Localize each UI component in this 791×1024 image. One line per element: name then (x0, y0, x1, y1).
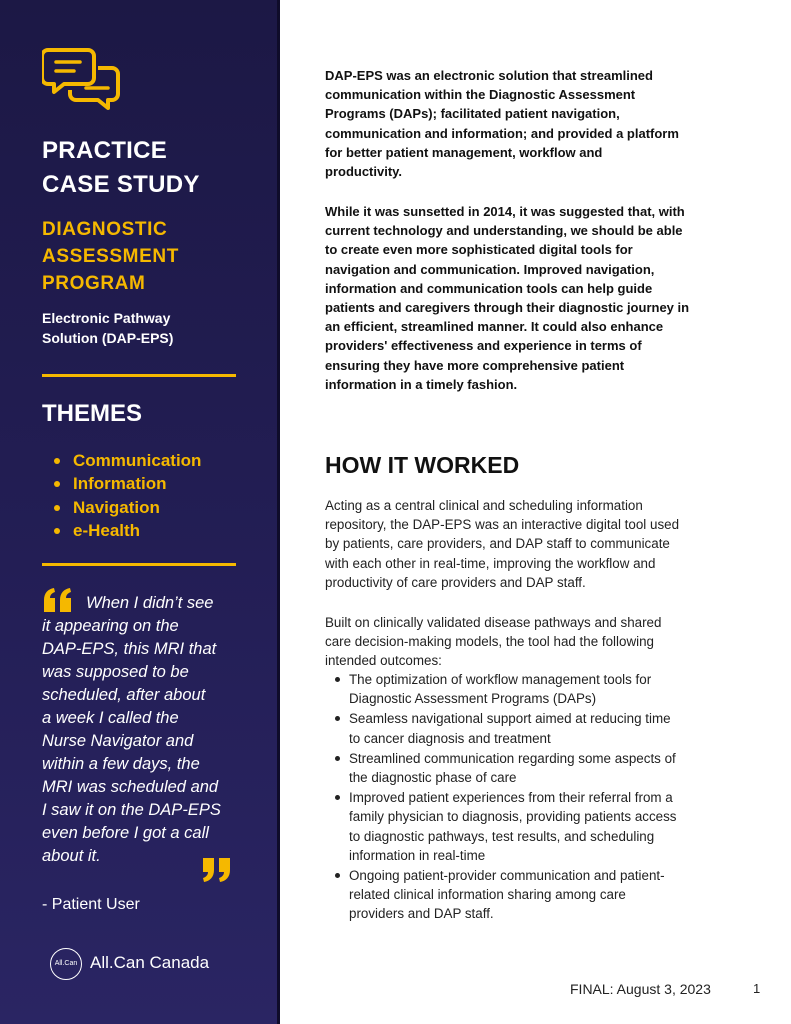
outcomes-list (325, 670, 745, 925)
text-line: Streamlined communication regarding some aspects of (349, 750, 676, 766)
text-line: communication and information; and provided a platform (325, 125, 679, 141)
chat-bubbles-icon (42, 44, 124, 118)
section-heading: HOW IT WORKED (325, 452, 520, 478)
program-name (42, 216, 262, 297)
text-line: current technology and understanding, we should be able (325, 223, 683, 239)
divider (42, 374, 236, 377)
text-line: The optimization of workflow management tools for (349, 672, 652, 687)
quote-line: even before I got a call (42, 824, 209, 842)
text-line: to diagnostic pathways, test results, and scheduling (349, 828, 655, 844)
text-line: information and communication tools can help guide (325, 280, 653, 296)
text-line: intended outcomes: (325, 653, 442, 669)
text-line: providers and DAP staff. (349, 906, 494, 922)
page-title (42, 134, 262, 202)
text-line: Seamless navigational support aimed at reducing time (349, 711, 671, 727)
subtitle-line: Solution (DAP-EPS) (42, 330, 174, 346)
text-line: DAP-EPS was an electronic solution that streamlined (325, 68, 653, 83)
text-line: related clinical information sharing among care (349, 887, 626, 903)
divider (42, 563, 236, 566)
text-line: ensuring they have more comprehensive patient (325, 357, 625, 373)
program-line: ASSESSMENT (42, 246, 179, 267)
allcan-logo-icon: All.Can (50, 948, 82, 980)
patient-quote (42, 592, 252, 868)
how-paragraph-1 (325, 496, 745, 592)
text-line: information in a timely fashion. (325, 376, 518, 392)
organization-name: All.Can Canada (90, 953, 210, 972)
text-line: providers' effectiveness and experience in terms of (325, 338, 642, 354)
sidebar-edge (277, 0, 280, 1024)
list-item (325, 709, 745, 747)
text-line: productivity of care providers and DAP staff. (325, 574, 586, 590)
quote-line: within a few days, the (42, 755, 200, 773)
theme-item: Navigation (52, 496, 201, 519)
page-number: 1 (753, 981, 761, 996)
text-line: While it was sunsetted in 2014, it was suggested that, with (325, 204, 685, 219)
quote-line: scheduled, after about (42, 686, 206, 704)
close-quote-icon (200, 858, 232, 882)
list-item (325, 670, 745, 708)
text-line: for better patient management, workflow and (325, 144, 603, 160)
text-line: the diagnostic phase of care (349, 770, 517, 786)
text-line: family physician to diagnosis, providing patients access (349, 809, 677, 825)
quote-line: MRI was scheduled and (42, 778, 219, 796)
quote-line: about it. (42, 847, 101, 865)
text-line: Built on clinically validated disease pathways and shared (325, 615, 662, 630)
how-paragraph-2 (325, 613, 745, 671)
quote-line: was supposed to be (42, 663, 189, 681)
list-item (325, 866, 745, 924)
intro-paragraph-2 (325, 202, 740, 394)
text-line: Programs (DAPs); facilitated patient navigation, (325, 106, 620, 122)
solution-subtitle (42, 308, 262, 348)
text-line: by patients, care providers, and DAP staff to communicate (325, 536, 670, 552)
text-line: information in real-time (349, 847, 486, 863)
title-line: PRACTICE (42, 137, 168, 164)
final-date: FINAL: August 3, 2023 (570, 981, 711, 997)
text-line: to cancer diagnosis and treatment (349, 730, 551, 746)
quote-line: a week I called the (42, 709, 179, 727)
text-line: Acting as a central clinical and scheduling information (325, 498, 643, 513)
quote-line: When I didn’t see (86, 594, 214, 612)
program-line: PROGRAM (42, 273, 146, 294)
text-line: patients and caregivers through their diagnostic journey in (325, 300, 690, 316)
text-line: repository, the DAP-EPS was an interactive digital tool used (325, 517, 680, 533)
text-line: care decision-making models, the tool had the following (325, 634, 654, 650)
program-line: DIAGNOSTIC (42, 219, 168, 240)
theme-item: e-Health (52, 519, 201, 542)
text-line: with each other in real-time, improving the workflow and (325, 555, 656, 571)
quote-line: it appearing on the (42, 617, 179, 635)
text-line: Diagnostic Assessment Programs (DAPs) (349, 691, 597, 707)
text-line: to create even more sophisticated digital tools for (325, 242, 633, 258)
text-line: productivity. (325, 164, 403, 180)
quote-line: Nurse Navigator and (42, 732, 194, 750)
list-item (325, 788, 745, 865)
theme-item: Information (52, 472, 201, 495)
text-line: communication within the Diagnostic Assessment (325, 87, 636, 103)
text-line: an efficient, streamlined manner. It could also enhance (325, 319, 664, 335)
text-line: Ongoing patient-provider communication and patient- (349, 868, 665, 884)
title-line: CASE STUDY (42, 171, 200, 198)
theme-item: Communication (52, 449, 201, 472)
quote-line: DAP-EPS, this MRI that (42, 640, 217, 658)
themes-list (52, 449, 201, 542)
themes-heading: THEMES (42, 400, 143, 427)
quote-attribution: - Patient User (42, 896, 140, 913)
text-line: navigation and communication. Improved navigation, (325, 261, 655, 277)
list-item (325, 749, 745, 787)
intro-paragraph-1 (325, 66, 740, 181)
text-line: Improved patient experiences from their referral from a (349, 790, 673, 806)
sidebar (0, 0, 280, 1024)
subtitle-line: Electronic Pathway (42, 310, 171, 326)
quote-line: I saw it on the DAP-EPS (42, 801, 221, 819)
